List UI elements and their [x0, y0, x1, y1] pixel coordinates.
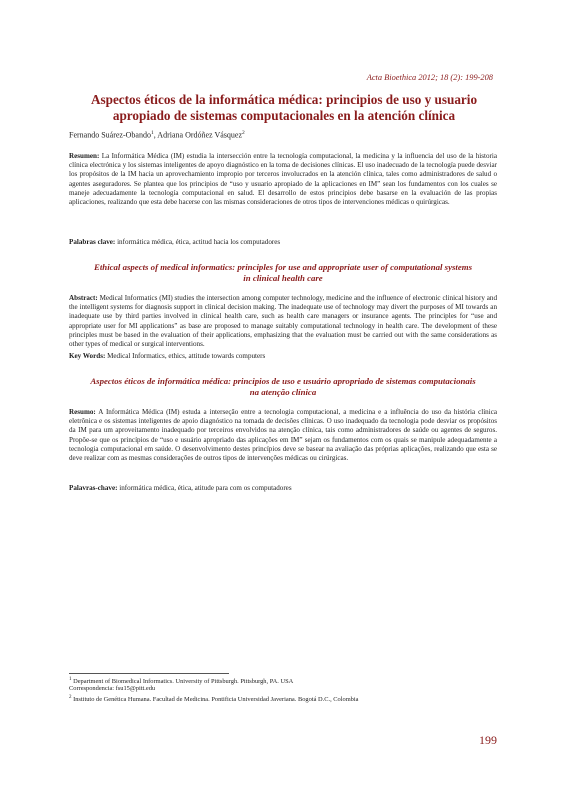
footnote-mark: 2 [69, 695, 72, 700]
abstract-text: La Informática Médica (IM) estudia la intersección entre la tecnología computacional, la medicina y la influencia del uso de la historia clínica electrónica y los sistemas inteligentes de apoyo diagnóstico en la toma de decisiones clínicas. El uso inadecuado de la tecnología puede desviar los propósitos de la IM hacia un aprovechamiento impropio por terceros involucrados en la atención clínica, tales como administradores de salud o agentes aseguradores. Se plantea que los principios de “uso y usuario apropiado de la aplicaciones en IM” sean los fundamentos con los cuales se maneje adecuadamente la tecnología computacional en salud. El desarrollo de estos principios debe basarse en la evaluación de las propias aplicaciones, realizando que esta debe hacerse con las mismas consideraciones de otros tipos de intervenciones médicas o quirúrgicas. [69, 152, 497, 207]
footnote-mark: 1 [69, 677, 72, 682]
author-name: Fernando Suárez-Obando [69, 130, 151, 140]
abstract-spanish [69, 152, 497, 207]
affiliation-mark: 2 [242, 130, 245, 136]
author-separator: , [153, 130, 158, 140]
keywords-text: informática médica, ética, atitude para com os computadores [117, 484, 292, 492]
footnote-text: Department of Biomedical Informatics. University of Pittsburgh. Pittsburgh, PA. USA [71, 678, 294, 686]
correspondence-note: Correspondencia: fsu15@pitt.edu [69, 685, 156, 692]
keywords-label: Palavras-chave: [69, 484, 118, 492]
author-line [69, 130, 245, 140]
keywords-english [69, 352, 497, 361]
footnote-divider [69, 673, 229, 674]
keywords-spanish [69, 238, 497, 247]
footnote-2 [69, 694, 358, 704]
author-name: Adriana Ordóñez Vásquez [157, 130, 243, 140]
keywords-portuguese [69, 484, 497, 493]
keywords-text: informática médica, ética, actitud hacia los computadores [115, 238, 281, 246]
abstract-label: Abstract: [69, 294, 98, 302]
page-number: 199 [479, 733, 497, 747]
abstract-label: Resumen: [69, 152, 100, 160]
keywords-label: Key Words: [69, 352, 106, 360]
keywords-label: Palabras clave: [69, 238, 116, 246]
abstract-label: Resumo: [69, 408, 96, 416]
article-title: Aspectos éticos de la informática médica: principios de uso y usuario apropiado de sistemas computacionales en la atención clínica [90, 92, 478, 123]
portuguese-section-title: Aspectos éticos de informática médica: principios de uso e usuário apropriado de sistemas computacionais na atenção clínica [90, 376, 476, 397]
abstract-text: A Informática Médica (IM) estuda a interseção entre a tecnologia computacional, a medicina e a influência do uso da história clínica eletrônica e os sistemas inteligentes de apoio diagnóstico na tomada de decisões clínicas. O uso inadequado da tecnologia pode desviar os propósitos da IM para um aproveitamento inadequado por terceiros envolvidos na atenção clínica, tais como administradores de saúde ou agentes de seguros. Propõe-se que os princípios de “uso e usuário apropriado das aplicações em IM” sejam os fundamentos com os quais se manipule adequadamente a tecnologia computacional em saúde. O desenvolvimento destes princípios deve se basear na avaliação das próprias aplicações, realizando que esta se deve realizar com as mesmas considerações de outros tipos de intervenções médicas ou cirúrgicas. [69, 408, 497, 463]
abstract-portuguese [69, 408, 497, 463]
keywords-text: Medical Informatics, ethics, attitude towards computers [105, 352, 266, 360]
footnote-text: Instituto de Genética Humana. Facultad de Medicina. Pontificia Universidad Javeriana. Bogotá D.C., Colombia [71, 696, 359, 704]
journal-reference: Acta Bioethica 2012; 18 (2): 199-208 [366, 73, 493, 82]
affiliation-mark: 1 [150, 130, 154, 136]
english-section-title: Ethical aspects of medical informatics: principles for use and appropriate user of computational systems in clinical health care [93, 262, 473, 283]
abstract-english [69, 294, 497, 349]
abstract-text: Medical Informatics (MI) studies the intersection among computer technology, medicine and the influence of electronic clinical history and the intelligent systems for diagnosis support in clinical decision making. The inadequate use of technology may divert the purposes of MI towards an inadequate use by third parties involved in clinical health care, such as health care managers or insurance agents. The principles for “use and appropriate user for MI applications” as base are proposed to manage suitably computational technology in health care. The development of these principles must be based in the evaluation of their applications, emphasizing that the evaluation must be carried out with the same considerations as other types of medical or surgical interventions. [69, 294, 497, 349]
